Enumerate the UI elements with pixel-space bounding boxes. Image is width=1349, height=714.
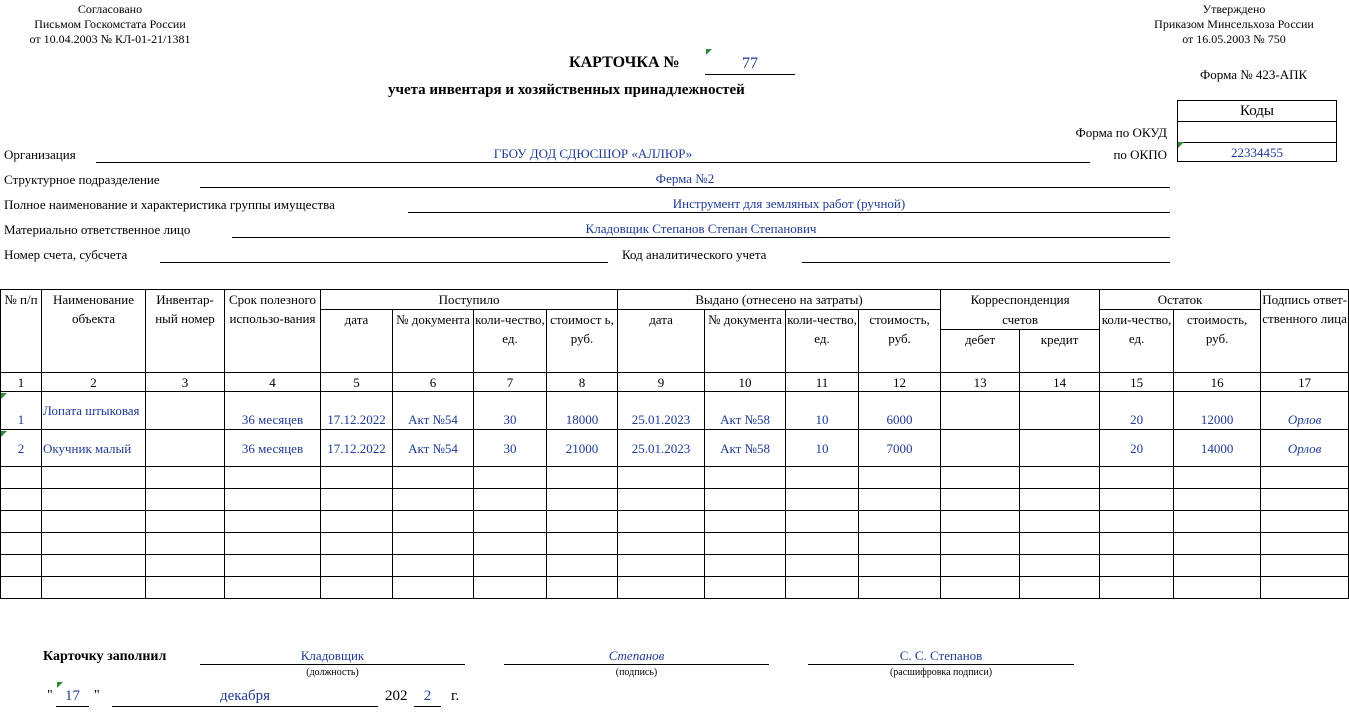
col-header-debit: дебет [941,330,1020,373]
org-label: Организация [4,147,76,162]
col-header-corr-accounts: счетов [941,310,1100,330]
cell-credit[interactable] [1020,392,1100,430]
person-label: Материально ответственное лицо [4,222,191,237]
col-number: 15 [1100,373,1174,392]
col-number: 12 [859,373,941,392]
codes-box [1177,100,1337,162]
col-header-out-qty: коли-чество, ед. [786,310,859,373]
col-header-out-doc: № документа [705,310,786,373]
account-line [160,262,608,263]
col-number: 5 [321,373,393,392]
table-row [1,392,1349,430]
col-number: 16 [1174,373,1261,392]
cell-term[interactable]: 36 месяцев [225,430,321,467]
account-label: Номер счета, субсчета [4,247,128,262]
col-header-in-doc: № документа [393,310,474,373]
col-header-credit: кредит [1020,330,1100,373]
cell-no[interactable]: 1 [1,392,42,430]
date-year-suffix[interactable]: 2 [423,688,432,704]
col-number: 4 [225,373,321,392]
col-header-out-cost: стоимость, руб. [859,310,941,373]
col-number: 11 [786,373,859,392]
cell-name[interactable]: Лопата штыковая [42,392,146,430]
col-header-out: Выдано (отнесено на затраты) [618,290,941,310]
filled-by-label: Карточку заполнил [43,649,167,664]
group-value[interactable]: Инструмент для земляных работ (ручной) [672,196,906,211]
approval-block [0,2,220,47]
col-number: 6 [393,373,474,392]
group-label: Полное наименование и характеристика группы имущества [4,197,335,212]
cell-in-qty[interactable]: 30 [474,392,547,430]
person-line [232,237,1170,238]
cell-out-doc[interactable]: Акт №58 [705,392,786,430]
col-number: 10 [705,373,786,392]
approval-line-3: от 10.04.2003 № КЛ-01-21/1381 [29,32,191,46]
card-subtitle: учета инвентаря и хозяйственных принадлежностей [388,82,745,98]
cell-no[interactable]: 2 [1,430,42,467]
cell-out-cost[interactable]: 6000 [859,392,941,430]
cell-debit[interactable] [941,430,1020,467]
okpo-value[interactable]: 22334455 [1231,145,1283,160]
cell-sign[interactable]: Орлов [1261,430,1349,467]
col-number: 1 [1,373,42,392]
col-header-sign: Подпись ответ-ственного лица [1261,290,1349,373]
col-header-inv: Инвентар-ный номер [146,290,225,373]
col-header-in: Поступило [321,290,618,310]
table-header-row [1,290,1349,310]
cell-in-doc[interactable]: Акт №54 [393,430,474,467]
cell-rest-qty[interactable]: 20 [1100,430,1174,467]
cell-out-qty[interactable]: 10 [786,392,859,430]
date-quote-close: " [94,688,100,703]
form-number: Форма № 423-АПК [1200,67,1308,82]
cell-marker-icon [1178,142,1184,148]
cell-rest-qty[interactable]: 20 [1100,392,1174,430]
col-header-no: № п/п [1,290,42,373]
cell-rest-cost[interactable]: 12000 [1174,392,1261,430]
decode-caption: (расшифровка подписи) [889,667,993,678]
col-header-out-date: дата [618,310,705,373]
col-header-rest-qty: коли-чество, ед. [1100,310,1174,373]
col-header-in-qty: коли-чество, ед. [474,310,547,373]
person-value[interactable]: Кладовщик Степанов Степан Степанович [585,221,817,236]
card-number-line [705,74,795,75]
dept-value[interactable]: Ферма №2 [655,171,715,186]
empty-table-row [1,489,1349,511]
dept-label: Структурное подразделение [4,172,160,187]
org-value[interactable]: ГБОУ ДОД СДЮСШОР «АЛЛЮР» [493,146,693,161]
signature-caption: (подпись) [615,667,658,678]
col-number: 7 [474,373,547,392]
group-line [408,212,1170,213]
cell-rest-cost[interactable]: 14000 [1174,430,1261,467]
decode-line [808,664,1074,665]
cell-marker-icon [1,431,7,437]
col-header-name: Наименование объекта [42,290,146,373]
col-number: 13 [941,373,1020,392]
cell-in-cost[interactable]: 21000 [547,430,618,467]
decode-value[interactable]: С. С. Степанов [899,648,983,663]
approved-line-1: Утверждено [1202,2,1266,16]
date-year-prefix: 202 [385,688,408,704]
signature-value[interactable]: Степанов [608,648,665,663]
empty-table-row [1,533,1349,555]
analytic-label: Код аналитического учета [622,247,767,262]
date-year-unit: г. [451,688,460,704]
position-caption: (должность) [306,667,359,678]
date-month[interactable]: декабря [219,688,271,704]
signature-line [504,664,769,665]
col-number: 17 [1261,373,1349,392]
cell-out-date[interactable]: 25.01.2023 [618,430,705,467]
col-number: 14 [1020,373,1100,392]
col-number: 3 [146,373,225,392]
cell-in-doc[interactable]: Акт №54 [393,392,474,430]
approval-line-1: Согласовано [77,2,143,16]
date-day-line [56,706,89,707]
cell-inv[interactable] [146,392,225,430]
cell-in-cost[interactable]: 18000 [547,392,618,430]
position-line [200,664,465,665]
cell-in-date[interactable]: 17.12.2022 [321,392,393,430]
col-header-rest-cost: стоимость, руб. [1174,310,1261,373]
cell-sign[interactable]: Орлов [1261,392,1349,430]
card-title-label: КАРТОЧКА № [569,54,680,71]
approved-line-2: Приказом Минсельхоза России [1154,17,1314,31]
cell-in-date[interactable]: 17.12.2022 [321,430,393,467]
analytic-line [802,262,1170,263]
col-header-corr: Корреспонденция [941,290,1100,310]
col-number: 8 [547,373,618,392]
inventory-table [0,289,1349,599]
cell-in-qty[interactable]: 30 [474,430,547,467]
okud-value[interactable] [1178,122,1336,143]
empty-table-row [1,577,1349,599]
date-day[interactable]: 17 [65,688,80,704]
date-month-line [112,706,378,707]
codes-title: Коды [1178,101,1336,122]
cell-term[interactable]: 36 месяцев [225,392,321,430]
approved-block [1130,2,1338,47]
cell-out-qty[interactable]: 10 [786,430,859,467]
card-number: 77 [742,55,758,72]
date-quote-open: " [47,688,53,703]
table-row [1,430,1349,467]
dept-line [200,187,1170,188]
col-header-term: Срок полезного использо-вания [225,290,321,373]
date-year-line [414,706,441,707]
org-line [96,162,1090,163]
okud-label: Форма по ОКУД [1075,125,1167,140]
cell-inv[interactable] [146,430,225,467]
empty-table-row [1,511,1349,533]
col-number: 9 [618,373,705,392]
empty-table-row [1,555,1349,577]
cell-out-cost[interactable]: 7000 [859,430,941,467]
col-header-in-cost: стоимост ь, руб. [547,310,618,373]
empty-table-row [1,467,1349,489]
col-header-rest: Остаток [1100,290,1261,310]
approved-line-3: от 16.05.2003 № 750 [1182,32,1286,46]
approval-line-2: Письмом Госкомстата России [34,17,186,31]
okpo-label: по ОКПО [1113,147,1167,162]
cell-marker-icon [1,393,7,399]
cell-name[interactable]: Окучник малый [42,430,146,467]
column-numbers-row [1,373,1349,392]
cell-out-doc[interactable]: Акт №58 [705,430,786,467]
position-value[interactable]: Кладовщик [300,648,365,663]
col-header-in-date: дата [321,310,393,373]
cell-credit[interactable] [1020,430,1100,467]
cell-out-date[interactable]: 25.01.2023 [618,392,705,430]
col-number: 2 [42,373,146,392]
cell-debit[interactable] [941,392,1020,430]
